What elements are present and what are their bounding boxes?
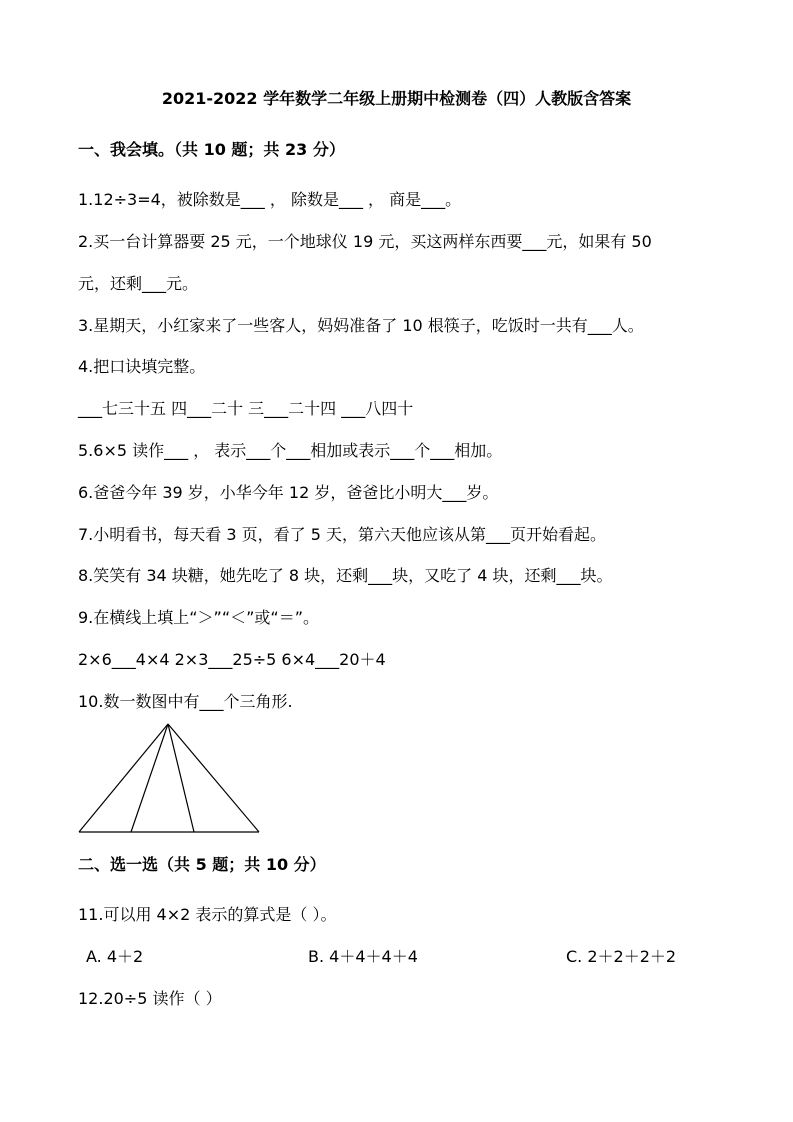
triangle-left-edge [79,724,168,832]
question-11-option-c: C. 2＋2＋2＋2 [566,947,677,966]
question-1: 1.12÷3=4，被除数是___ ， 除数是___ ， 商是___。 [78,190,462,209]
question-7: 7.小明看书，每天看 3 页，看了 5 天，第六天他应该从第___页开始看起。 [78,525,606,544]
question-11: 11.可以用 4×2 表示的算式是（ ）。 [78,905,337,924]
question-2-line-1: 2.买一台计算器要 25 元，一个地球仪 19 元，买这两样东西要___元，如果有 50 [78,232,652,251]
question-11-option-b: B. 4＋4＋4＋4 [308,947,418,966]
question-6: 6.爸爸今年 39 岁，小华今年 12 岁，爸爸比小明大___岁。 [78,483,499,502]
section-2-heading: 二、选一选（共 5 题；共 10 分） [78,855,326,874]
question-8: 8.笑笑有 34 块糖，她先吃了 8 块，还剩___块，又吃了 4 块，还剩___块。 [78,566,613,585]
question-11-option-a: A. 4＋2 [86,947,144,966]
question-5: 5.6×5 读作___ ， 表示___个___相加或表示___个___相加。 [78,441,503,460]
question-9-items: 2×6___4×4 2×3___25÷5 6×4___20＋4 [78,650,386,669]
question-9: 9.在横线上填上“＞”“＜”或“＝”。 [78,608,320,627]
page-title: 2021-2022 学年数学二年级上册期中检测卷（四）人教版含答案 [161,89,632,108]
section-1-heading: 一、我会填。（共 10 题；共 23 分） [78,140,345,159]
triangle-figure [76,722,262,836]
question-4: 4.把口诀填完整。 [78,357,206,376]
question-10: 10.数一数图中有___个三角形. [78,692,293,711]
triangle-inner-line-1 [131,724,168,832]
question-4-items: ___七三十五 四___二十 三___二十四 ___八四十 [78,399,414,418]
question-12: 12.20÷5 读作（ ） [78,989,222,1008]
triangle-right-edge [168,724,259,832]
question-2-line-2: 元，还剩___元。 [78,274,199,293]
question-3: 3.星期天，小红家来了一些客人，妈妈准备了 10 根筷子，吃饭时一共有___人。 [78,316,644,335]
